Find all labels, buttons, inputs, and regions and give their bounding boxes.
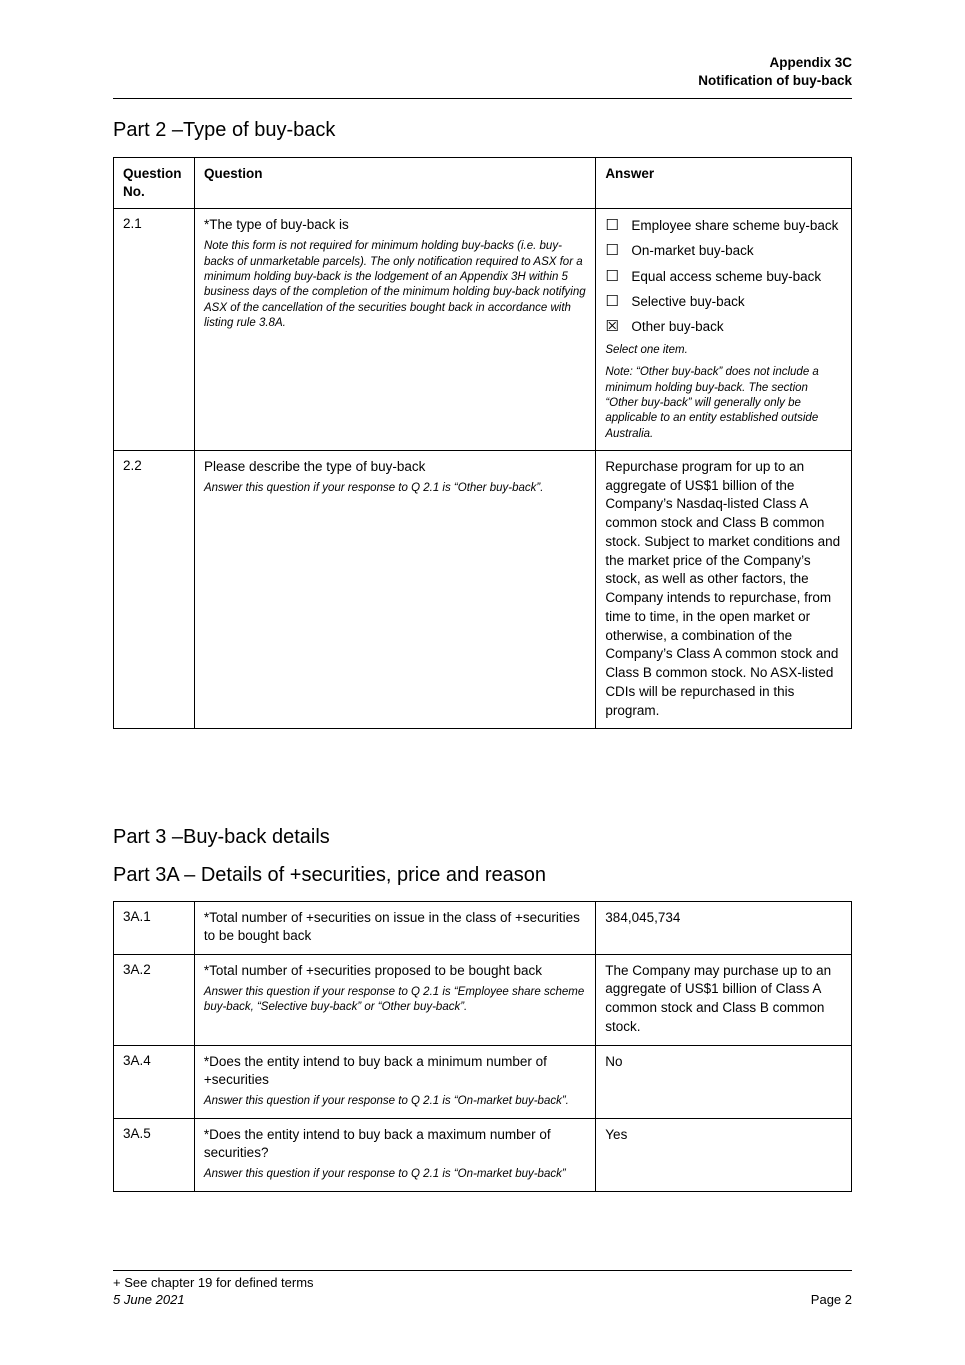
header-answer: Answer <box>596 158 852 209</box>
header-question-no: Question No. <box>114 158 195 209</box>
checkbox-option-other-checked[interactable] <box>605 318 842 336</box>
question-text-2-2: Please describe the type of buy-back <box>203 458 426 474</box>
question-note-3a-4: Answer this question if your response to Q 2.1 is “On-market buy-back”. <box>203 1095 569 1108</box>
question-text-3a-4: *Does the entity intend to buy back a minimum number of +securities <box>203 1053 547 1088</box>
question-text-3a-1: *Total number of +securities on issue in the class of +securities to be bought back <box>203 910 580 944</box>
question-no-3a-4: 3A.4 <box>114 1045 195 1118</box>
question-cell-3a-2 <box>194 954 595 1045</box>
checkbox-unchecked-icon: ☐ <box>605 266 619 285</box>
question-no-3a-1: 3A.1 <box>114 902 195 955</box>
table-row-2-1 <box>114 209 852 451</box>
buyback-type-options <box>605 217 842 336</box>
checkbox-label: Employee share scheme buy-back <box>631 218 839 234</box>
part3a-table <box>113 901 852 1192</box>
question-note-2-2: Answer this question if your response to Q 2.1 is “Other buy-back”. <box>203 482 544 495</box>
doc-title-appendix: Appendix 3C <box>769 55 852 70</box>
checkbox-label: Other buy-back <box>631 318 724 334</box>
answer-cell-2-1 <box>596 209 852 451</box>
checkbox-checked-icon: ☒ <box>605 316 619 335</box>
checkbox-option-employee-share-scheme[interactable] <box>605 217 842 235</box>
doc-title-subtitle: Notification of buy-back <box>698 72 852 88</box>
select-one-note: Select one item. <box>605 344 688 357</box>
answer-cell-3a-5 <box>596 1118 852 1191</box>
doc-footer <box>113 1270 852 1309</box>
question-no-2-1: 2.1 <box>114 209 195 451</box>
checkbox-label: Selective buy-back <box>631 293 745 309</box>
answer-text-3a-2: The Company may purchase up to an aggregate of US$1 billion of Class A common stock and Class B common stock. <box>605 962 832 1034</box>
part2-table <box>113 157 852 729</box>
part3-title: Part 3 –Buy-back details <box>113 826 330 848</box>
question-cell-3a-5 <box>194 1118 595 1191</box>
header-question: Question <box>194 158 595 209</box>
checkbox-option-selective[interactable] <box>605 293 842 311</box>
table-row-2-2 <box>114 450 852 729</box>
checkbox-unchecked-icon: ☐ <box>605 241 619 260</box>
table-row-3a-4 <box>114 1045 852 1118</box>
table-row-3a-5 <box>114 1118 852 1191</box>
checkbox-label: Equal access scheme buy-back <box>631 268 822 284</box>
question-cell-3a-4 <box>194 1045 595 1118</box>
part2-table-header-row <box>114 158 852 209</box>
part3a-title: Part 3A – Details of +securities, price and reason <box>113 864 547 886</box>
question-cell-2-2 <box>194 450 595 729</box>
answer-text-3a-5: Yes <box>605 1126 628 1142</box>
checkbox-unchecked-icon: ☐ <box>605 291 619 310</box>
checkbox-unchecked-icon: ☐ <box>605 216 619 235</box>
table-row-3a-1 <box>114 902 852 955</box>
question-cell-3a-1 <box>194 902 595 955</box>
question-no-3a-2: 3A.2 <box>114 954 195 1045</box>
checkbox-option-equal-access[interactable] <box>605 268 842 286</box>
checkbox-label: On-market buy-back <box>631 243 754 259</box>
footer-page-number: Page 2 <box>810 1292 852 1307</box>
question-no-2-2: 2.2 <box>114 450 195 729</box>
answer-cell-3a-4 <box>596 1045 852 1118</box>
footer-date: 5 June 2021 <box>113 1291 185 1307</box>
answer-text-2-2: Repurchase program for up to an aggregate of US$1 billion of the Company’s Nasdaq-listed Class A common stock and Class B common stock. Subject to market conditions and the market price of the Company’s stock, as well as other factors, the Company intends to repurchase, from time to time, in the open market or otherwise, a combination of the Company’s Class A common stock and Class B common stock. No ASX-listed CDIs will be repurchased in this program. <box>605 458 841 718</box>
doc-header <box>113 54 852 99</box>
question-note-3a-5: Answer this question if your response to Q 2.1 is “On-market buy-back” <box>203 1168 566 1181</box>
question-text-3a-5: *Does the entity intend to buy back a maximum number of securities? <box>203 1126 551 1161</box>
checkbox-option-on-market[interactable] <box>605 242 842 260</box>
question-cell-2-1 <box>194 209 595 451</box>
question-note-2-1: Note this form is not required for minimum holding buy-backs (i.e. buy-backs of unmarketable parcels). The only notification required to ASX for a minimum holding buy-back is the lodgement of an Appendix 3H within 5 business days of the completion of the minimum holding buy-back notifying ASX of the cancellation of the securities bought back in accordance with listing rule 3.8A. <box>203 240 586 329</box>
answer-cell-3a-2 <box>596 954 852 1045</box>
part2-title: Part 2 –Type of buy-back <box>113 119 336 141</box>
answer-cell-3a-1 <box>596 902 852 955</box>
answer-text-3a-1: 384,045,734 <box>605 910 681 925</box>
table-row-3a-2 <box>114 954 852 1045</box>
footer-defined-terms: + See chapter 19 for defined terms <box>113 1275 314 1290</box>
answer-text-3a-4: No <box>605 1053 623 1069</box>
answer-cell-2-2 <box>596 450 852 729</box>
question-text-2-1: *The type of buy-back is <box>203 217 349 233</box>
question-text-3a-2: *Total number of +securities proposed to be bought back <box>203 962 543 978</box>
other-buyback-note: Note: “Other buy-back” does not include a minimum holding buy-back. The section “Other buy-back” will generally only be applicable to an entity established outside Australia. <box>605 366 819 440</box>
question-note-3a-2: Answer this question if your response to Q 2.1 is “Employee share scheme buy-back, “Selective buy-back” or “Other buy-back”. <box>203 986 585 1014</box>
question-no-3a-5: 3A.5 <box>114 1118 195 1191</box>
